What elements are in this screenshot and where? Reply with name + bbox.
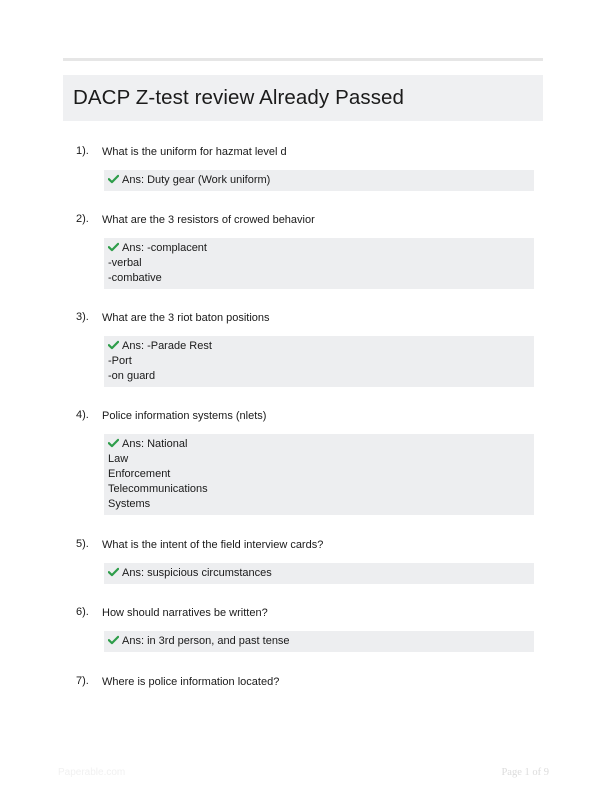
question-number: 4).	[76, 409, 89, 421]
question-number: 6).	[76, 606, 89, 618]
answer-line	[108, 437, 530, 452]
answer-line	[108, 241, 530, 256]
answer-line: Telecommunications	[108, 483, 208, 495]
answer-text: Ans: Duty gear (Work uniform)	[122, 174, 271, 186]
answer-line: Law	[108, 453, 129, 465]
answer-text: Ans: National	[122, 438, 188, 450]
question-number: 3).	[76, 311, 89, 323]
answer-text: Ans: -Parade Rest	[122, 340, 212, 352]
answer-box	[104, 170, 534, 191]
question-text: How should narratives be written?	[102, 607, 268, 619]
document-title: DACP Z-test review Already Passed	[73, 86, 405, 109]
check-icon	[108, 242, 119, 252]
check-icon	[108, 635, 119, 645]
question-number: 7).	[76, 675, 89, 687]
check-icon	[108, 438, 119, 448]
check-icon	[108, 567, 119, 577]
answer-box	[104, 563, 534, 584]
answer-line	[108, 634, 530, 649]
title-banner	[63, 75, 543, 121]
answer-box	[104, 336, 534, 387]
check-icon	[108, 174, 119, 184]
question-number: 5).	[76, 538, 89, 550]
answer-line: -combative	[108, 272, 162, 284]
footer-watermark: Paperable.com	[58, 767, 126, 778]
question-text: Where is police information located?	[102, 676, 280, 688]
check-icon	[108, 340, 119, 350]
answer-box	[104, 434, 534, 515]
answer-line	[108, 173, 530, 188]
answer-line	[108, 566, 530, 581]
answer-line: Systems	[108, 498, 151, 510]
answer-line: -Port	[108, 355, 132, 367]
question-number: 2).	[76, 213, 89, 225]
question-text: What is the uniform for hazmat level d	[102, 146, 287, 158]
answer-line: Enforcement	[108, 468, 171, 480]
answer-text: Ans: suspicious circumstances	[122, 567, 272, 579]
question-text: Police information systems (nlets)	[102, 410, 267, 422]
top-divider	[63, 58, 543, 61]
answer-line: -verbal	[108, 257, 142, 269]
answer-text: Ans: -complacent	[122, 242, 207, 254]
question-number: 1).	[76, 145, 89, 157]
answer-box	[104, 631, 534, 652]
answer-line	[108, 339, 530, 354]
answer-text: Ans: in 3rd person, and past tense	[122, 635, 290, 647]
page-indicator: Page 1 of 9	[501, 767, 549, 778]
answer-line: -on guard	[108, 370, 156, 382]
question-text: What are the 3 resistors of crowed behavior	[102, 214, 315, 226]
answer-box	[104, 238, 534, 289]
question-text: What is the intent of the field interview cards?	[102, 539, 324, 551]
question-text: What are the 3 riot baton positions	[102, 312, 270, 324]
